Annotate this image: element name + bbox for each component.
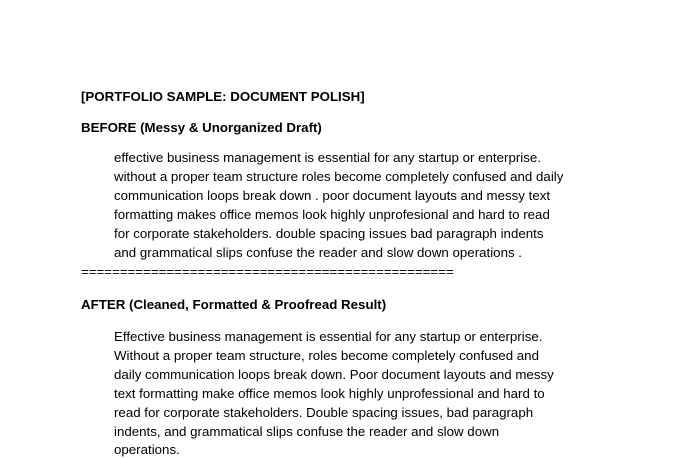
after-heading: AFTER (Cleaned, Formatted & Proofread Result) — [81, 297, 387, 312]
before-line: and grammatical slips confuse the reader and slow down operations . — [114, 244, 522, 260]
after-line: read for corporate stakeholders. Double spacing issues, bad paragraph — [114, 404, 534, 420]
after-line: Without a proper team structure, roles become completely confused and — [114, 347, 539, 363]
before-line: for corporate stakeholders. double spacing issues bad paragraph indents — [114, 225, 544, 241]
before-paragraph — [114, 149, 574, 262]
after-line: indents, and grammatical slips confuse the reader and slow down — [114, 423, 500, 439]
after-line: Effective business management is essential for any startup or enterprise. — [114, 329, 543, 344]
before-line: formatting makes office memos look highly unprofesional and hard to read — [114, 206, 550, 222]
before-line: communication loops break down . poor document layouts and messy text — [114, 187, 551, 203]
before-heading: BEFORE (Messy & Unorganized Draft) — [81, 120, 322, 135]
document-title: [PORTFOLIO SAMPLE: DOCUMENT POLISH] — [81, 89, 365, 104]
section-divider: ================================================ — [81, 264, 454, 279]
after-line: operations. — [114, 442, 180, 458]
before-line: without a proper team structure roles become completely confused and daily — [114, 168, 564, 184]
after-paragraph — [114, 328, 574, 459]
after-line: text formatting make office memos look highly unprofessional and hard to — [114, 385, 545, 401]
after-line: daily communication loops break down. Poor document layouts and messy — [114, 366, 554, 382]
before-line: effective business management is essential for any startup or enterprise. — [114, 150, 541, 165]
